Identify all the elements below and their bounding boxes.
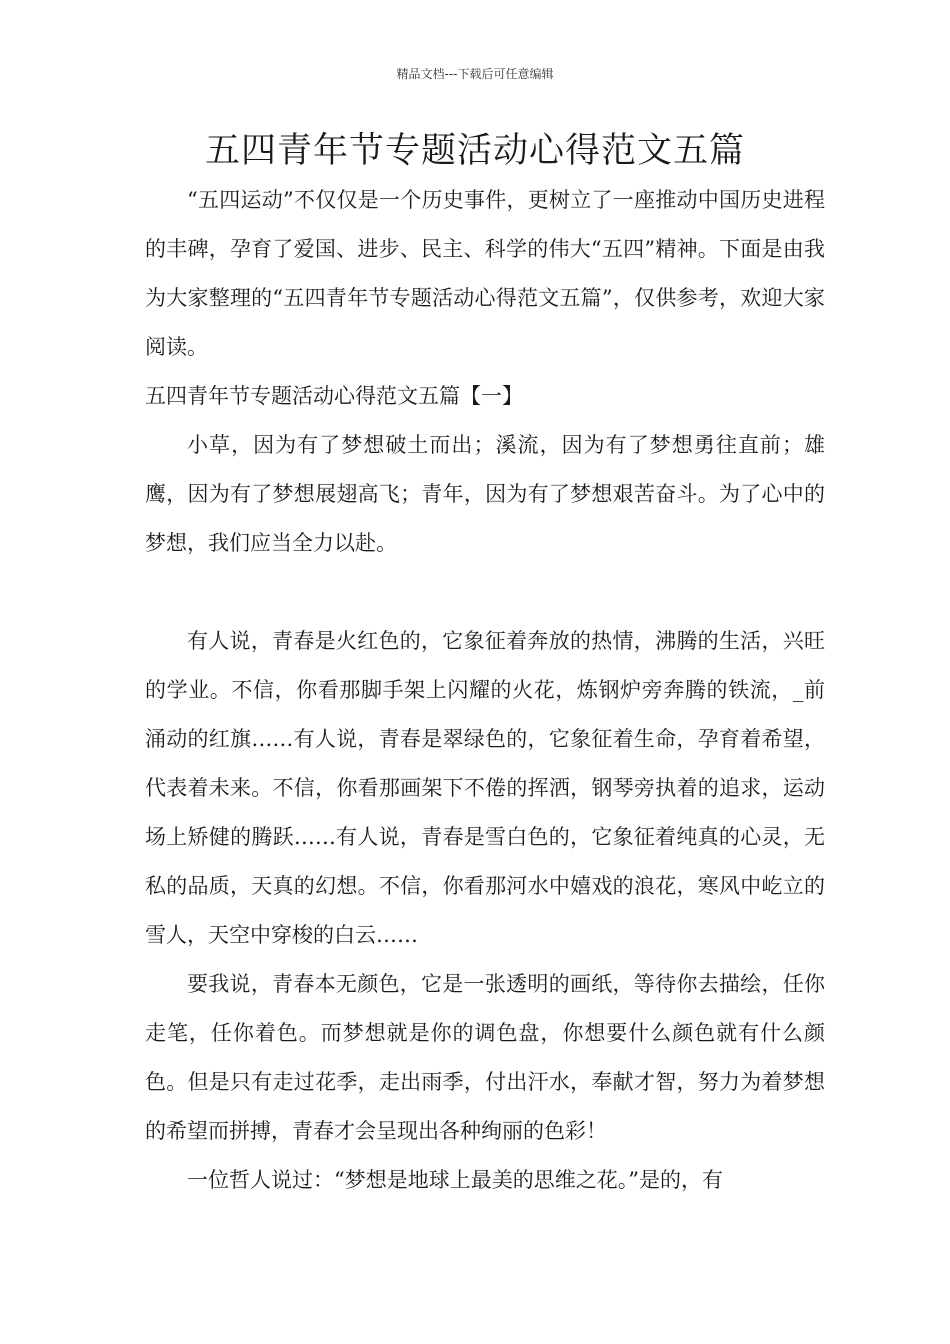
section-heading: 五四青年节专题活动心得范文五篇【一】 [145, 384, 523, 408]
paragraph-3: 要我说，青春本无颜色，它是一张透明的画纸，等待你去描绘，任你走笔，任你着色。而梦想就是你的调色盘，你想要什么颜色就有什么颜色。但是只有走过花季，走出雨季，付出汗水，奉献才智，努力为着梦想的希望而拼搏，青春才会呈现出各种绚丽的色彩！ [145, 972, 825, 1143]
paragraph-4: 一位哲人说过：“梦想是地球上最美的思维之花。”是的，有 [187, 1168, 723, 1192]
blank-line [145, 568, 825, 617]
paragraph-1: 小草，因为有了梦想破土而出；溪流，因为有了梦想勇往直前；雄鹰，因为有了梦想展翅高飞；青年，因为有了梦想艰苦奋斗。为了心中的梦想，我们应当全力以赴。 [145, 433, 825, 555]
document-body [145, 176, 825, 1205]
page-header: 精品文档---下载后可任意编辑 [396, 67, 554, 81]
intro-paragraph: “五四运动”不仅仅是一个历史事件，更树立了一座推动中国历史进程的丰碑，孕育了爱国、进步、民主、科学的伟大“五四”精神。下面是由我为大家整理的“五四青年节专题活动心得范文五篇”，仅供参考，欢迎大家阅读。 [145, 188, 825, 359]
document-title: 五四青年节专题活动心得范文五篇 [204, 131, 745, 171]
paragraph-2: 有人说，青春是火红色的，它象征着奔放的热情，沸腾的生活，兴旺的学业。不信，你看那脚手架上闪耀的火花，炼钢炉旁奔腾的铁流，_前涌动的红旗……有人说，青春是翠绿色的，它象征着生命，孕育着希望，代表着未来。不信，你看那画架下不倦的挥洒，钢琴旁执着的追求，运动场上矫健的腾跃……有人说，青春是雪白色的，它象征着纯真的心灵，无私的品质，天真的幻想。不信，你看那河水中嬉戏的浪花，寒风中屹立的雪人，天空中穿梭的白云…… [145, 629, 825, 947]
